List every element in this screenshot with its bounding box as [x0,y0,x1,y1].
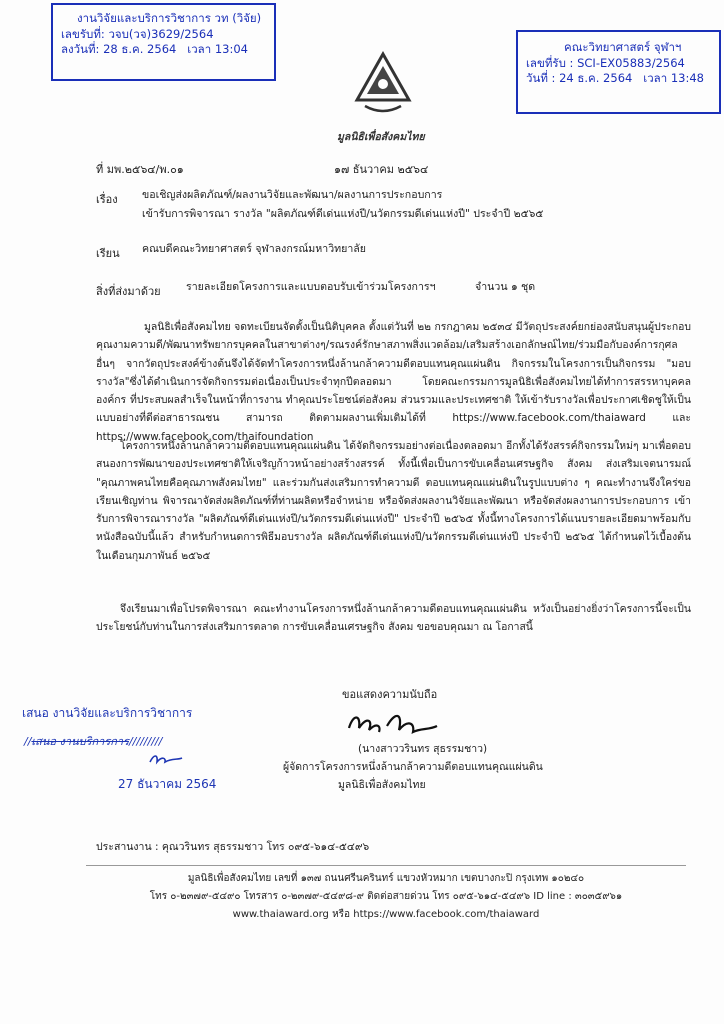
body-paragraph-1: มูลนิธิเพื่อสังคมไทย จดทะเบียนจัดตั้งเป็นนิติบุคคล ตั้งแต่วันที่ ๒๒ กรกฎาคม ๒๕๓๔ มีวัตถุประสงค์ยกย่องสนับสนุนผู้ประกอบคุณงามความดี/พัฒนาทรัพยากรบุคคลในสาขาต่างๆ/รณรงค์รักษาสภาพสิ่งแวดล้อม/เสริมสร้างเอกลักษณ์ไทย/ร่วมมือกับองค์การกุศลอื่นๆ จากวัตถุประสงค์ข้างต้นจึงได้จัดทำโครงการหนึ่งล้านกล้าความดีตอบแทนคุณแผ่นดิน กิจกรรมในโครงการเป็นกิจกรรม "มอบรางวัล"ซึ่งได้ดำเนินการจัดกิจกรรมต่อเนื่องเป็นประจำทุกปีตลอดมา โดยคณะกรรมการมูลนิธิเพื่อสังคมไทยได้ทำการสรรหาบุคคล องค์กร ที่ประสบผลสำเร็จในหน้าที่การงาน ทำคุณประโยชน์ต่อสังคม ส่วนรวมและประเทศชาติ ให้เข้ารับรางวัลเพื่อประกาศเชิดชูให้เป็นแบบอย่างที่ดีต่อสาธารณชน สามารถ ติดตามผลงานเพิ่มเติมได้ที่ https://www.facebook.com/thaiaward และ https://www.facebook.com/thaifoundation [96,321,691,443]
stamp-receipt-label: เลขรับที่: [61,26,105,41]
handwritten-routing-note: เสนอ งานวิจัยและบริการวิชาการ [22,706,193,720]
stamp-date-row [526,71,711,87]
receipt-stamp-research [51,3,276,81]
handwritten-struck-note: //เสนอ งานบริการการ///////// [24,735,163,748]
body-paragraph-3: จึงเรียนมาเพื่อโปรดพิจารณา คณะทำงานโครงการหนึ่งล้านกล้าความดีตอบแทนคุณแผ่นดิน หวังเป็นอย่างยิ่งว่าโครงการนี้จะเป็นประโยชน์กับท่านในการส่งเสริมการตลาด การขับเคลื่อนเศรษฐกิจ สังคม ขอขอบคุณมา ณ โอกาสนี้ [96,603,691,634]
enclosure-quantity: จำนวน ๑ ชุด [475,281,536,293]
stamp-date-value: 24 ธ.ค. 2564 [559,71,633,86]
initials-icon [148,752,184,766]
foundation-logo-icon [353,50,413,120]
stamp-time-label: เวลา [643,71,668,86]
reference-number: ที่ มพ.๒๕๖๔/พ.๐๑ [96,163,184,176]
stamp-time-label: เวลา [187,42,212,57]
signatory-title: ผู้จัดการโครงการหนึ่งล้านกล้าความดีตอบแทนคุณแผ่นดิน [283,761,543,773]
stamp-receipt-row [526,56,711,72]
coordinator-contact: ประสานงาน : คุณวรินทร สุธรรมชาว โทร ๐๙๕-๖๑๔-๕๔๙๖ [96,841,370,853]
signature-icon [343,706,443,740]
recipient-label: เรียน [96,247,120,260]
letter-date: ๑๗ ธันวาคม ๒๕๖๔ [334,163,429,176]
footer-divider [86,865,686,866]
org-name-caption: มูลนิธิเพื่อสังคมไทย [337,131,425,143]
receipt-stamp-faculty [516,30,721,114]
enclosure-label: สิ่งที่ส่งมาด้วย [96,285,161,298]
stamp-receipt-number: วจบ(วจ)3629/2564 [108,26,214,41]
stamp-date-label: ลงวันที่: [61,42,100,57]
handwritten-date: 27 ธันวาคม 2564 [118,777,217,791]
closing-salutation: ขอแสดงความนับถือ [342,688,438,701]
stamp-date-label: วันที่ : [526,71,556,86]
footer-phone: โทร ๐-๒๓๗๙-๕๔๙๐ โทรสาร ๐-๒๓๗๙-๕๔๙๘-๙ ติดต่อสายด่วน โทร ๐๙๕-๖๑๔-๕๔๙๖ ID line : ๓๐๓๕๙๖๑ [149,891,623,902]
subject-label: เรื่อง [96,193,118,206]
stamp-title: งานวิจัยและบริการวิชาการ วท (วิจัย) [77,11,262,25]
stamp-title: คณะวิทยาศาสตร์ จุฬาฯ [564,40,682,54]
stamp-time-value: 13:48 [670,71,705,86]
footer-web: www.thaiaward.org หรือ https://www.facebook.com/thaiaward [232,909,540,920]
stamp-receipt-number: SCI-EX05883/2564 [577,55,685,70]
footer-address: มูลนิธิเพื่อสังคมไทย เลขที่ ๑๓๗ ถนนศรีนครินทร์ แขวงหัวหมาก เขตบางกะปิ กรุงเทพ ๑๐๒๔๐ [187,873,585,884]
stamp-receipt-label: เลขที่รับ : [526,55,574,70]
stamp-date-value: 28 ธ.ค. 2564 [103,42,177,57]
enclosure-value: รายละเอียดโครงการและแบบตอบรับเข้าร่วมโครงการฯ [186,281,436,293]
signatory-organization: มูลนิธิเพื่อสังคมไทย [338,779,426,791]
subject-line-1: ขอเชิญส่งผลิตภัณฑ์/ผลงานวิจัยและพัฒนา/ผลงานการประกอบการ [142,189,443,201]
recipient-value: คณบดีคณะวิทยาศาสตร์ จุฬาลงกรณ์มหาวิทยาลัย [142,243,366,255]
body-paragraph-2: โครงการหนึ่งล้านกล้าความดีตอบแทนคุณแผ่นดิน ได้จัดกิจกรรมอย่างต่อเนื่องตลอดมา อีกทั้งได้รังสรรค์กิจกรรมใหม่ๆ มาเพื่อตอบสนองการพัฒนาของประเทศชาติให้เจริญก้าวหน้าอย่างสร้างสรรค์ ทั้งนี้เพื่อเป็นการขับเคลื่อนเศรษฐกิจ สังคม ส่งเสริมเจตนารมณ์ "คุณภาพคนไทยคือคุณภาพสังคมไทย" และร่วมกันส่งเสริมการทำความดี ตอบแทนคุณแผ่นดินในรูปแบบต่าง ๆ คณะทำงานจึงใคร่ขอเรียนเชิญท่าน พิจารณาจัดส่งผลิตภัณฑ์ที่ท่านผลิตหรือจำหน่าย หรือจัดส่งผลงานวิจัยและพัฒนา หรือจัดส่งผลงานการประกอบการ เข้ารับการพิจารณารางวัล "ผลิตภัณฑ์ดีเด่นแห่งปี/นวัตกรรมดีเด่นแห่งปี" ประจำปี ๒๕๖๕ ทั้งนี้ทางโครงการได้แนบรายละเอียดมาพร้อมกับหนังสือฉบับนี้แล้ว สำหรับกำหนดการพิธีมอบรางวัล ผลิตภัณฑ์ดีเด่นแห่งปี/นวัตกรรมดีเด่นแห่งปี ประจำปี ๒๕๖๕ ได้กำหนดไว้เบื้องต้นในเดือนกุมภาพันธ์ ๒๕๖๕ [96,440,691,562]
subject-line-2: เข้ารับการพิจารณา รางวัล "ผลิตภัณฑ์ดีเด่นแห่งปี/นวัตกรรมดีเด่นแห่งปี" ประจำปี ๒๕๖๕ [142,208,544,220]
stamp-time-value: 13:04 [214,42,249,57]
signatory-name: (นางสาววรินทร สุธรรมชาว) [358,743,488,755]
stamp-date-row [61,42,266,58]
stamp-receipt-row [61,27,266,43]
